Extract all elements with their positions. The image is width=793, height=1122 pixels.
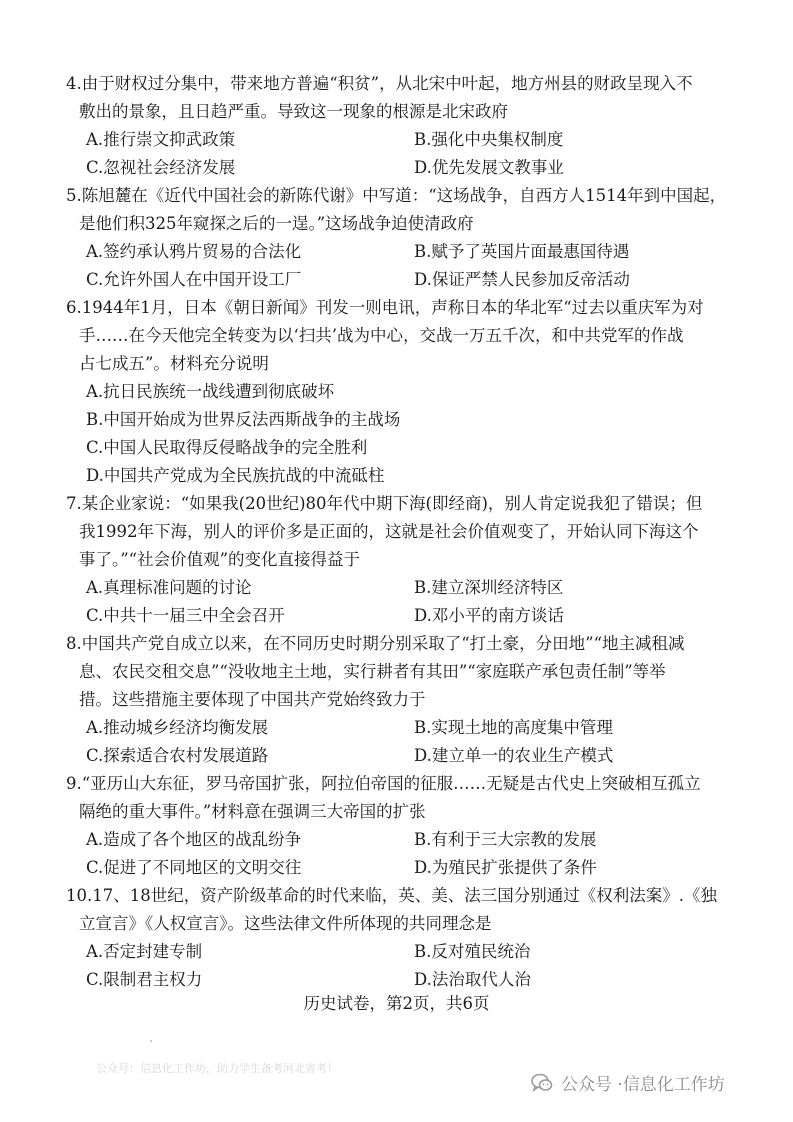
option-d: D.法治取代人治: [414, 970, 531, 989]
question-stem-line: 8.中国共产党自成立以来，在不同历史时期分别采取了“打土豪，分田地”“地主减租减: [66, 634, 685, 653]
option-d: D.中国共产党成为全民族抗战的中流砥柱: [86, 466, 385, 485]
question-stem-line: 9.“亚历山大东征，罗马帝国扩张，阿拉伯帝国的征服……无疑是古代史上突破相互孤立: [66, 774, 701, 793]
option-a: A.抗日民族统一战线遭到彻底破坏: [86, 382, 335, 401]
option-a: A.推动城乡经济均衡发展: [86, 718, 269, 737]
question-8: [66, 630, 738, 770]
question-stem-line: 措。这些措施主要体现了中国共产党始终致力于: [79, 690, 426, 709]
option-b: B.中国开始成为世界反法西斯战争的主战场: [86, 410, 401, 429]
watermark-text: 公众号：信息化工作坊，助力学生备考河北省考！: [96, 1062, 338, 1075]
brand-watermark: [531, 1070, 725, 1095]
question-stem-line: 息、农民交租交息”“没收地主土地，实行耕者有其田”“家庭联产承包责任制”等举: [79, 662, 666, 681]
question-stem-line: 立宣言》《人权宣言》。这些法律文件所体现的共同理念是: [79, 914, 492, 933]
page-footer: 历史试卷，第2页，共6页: [303, 994, 490, 1013]
option-b: B.实现土地的高度集中管理: [414, 718, 613, 737]
option-a: A.推行崇文抑武政策: [86, 130, 236, 149]
question-stem-line: 5.陈旭麓在《近代中国社会的新陈代谢》中写道：“这场战争，自西方人1514年到中国起，: [66, 186, 727, 205]
question-stem-line: 是他们积325年窥探之后的一逞。”这场战争迫使清政府: [79, 214, 474, 233]
scan-speck: [150, 1040, 152, 1042]
option-d: D.邓小平的南方谈话: [414, 606, 564, 625]
question-4: [66, 70, 738, 182]
question-6: [66, 294, 738, 490]
option-c: C.限制君主权力: [86, 970, 203, 989]
question-stem-line: 6.1944年1月，日本《朝日新闻》刊发一则电讯，声称日本的华北军“过去以重庆军为对: [66, 298, 704, 317]
option-c: C.中国人民取得反侵略战争的完全胜利: [86, 438, 368, 457]
question-stem-line: 敷出的景象，且日趋严重。导致这一现象的根源是北宋政府: [79, 102, 508, 121]
option-d: D.保证严禁人民参加反帝活动: [414, 270, 630, 289]
question-stem-line: 7.某企业家说：“如果我(20世纪)80年代中期下海(即经商)，别人肯定说我犯了错误；但: [66, 494, 703, 513]
option-a: A.造成了各个地区的战乱纷争: [86, 830, 302, 849]
question-9: [66, 770, 738, 882]
question-5: [66, 182, 738, 294]
wechat-icon: [531, 1073, 553, 1093]
option-d: D.优先发展文教事业: [414, 158, 564, 177]
option-b: B.反对殖民统治: [414, 942, 531, 961]
option-c: C.允许外国人在中国开设工厂: [86, 270, 302, 289]
option-d: D.建立单一的农业生产模式: [414, 746, 614, 765]
question-stem-line: 手……在今天他完全转变为以‘扫共’战为中心，交战一万五千次，和中共党军的作战: [79, 326, 684, 345]
question-10: [66, 882, 738, 994]
option-c: C.探索适合农村发展道路: [86, 746, 269, 765]
brand-name: 信息化工作坊: [622, 1075, 725, 1095]
brand-prefix: 公众号 ·: [561, 1075, 623, 1095]
option-b: B.赋予了英国片面最惠国待遇: [414, 242, 630, 261]
question-stem-line: 4.由于财权过分集中，带来地方普遍“积贫”，从北宋中叶起，地方州县的财政呈现入不: [66, 74, 693, 93]
option-b: B.有利于三大宗教的发展: [414, 830, 597, 849]
question-7: [66, 490, 738, 630]
question-stem-line: 我1992年下海，别人的评价多是正面的，这就是社会价值观变了，开始认同下海这个: [79, 522, 699, 541]
question-stem-line: 事了。”“社会价值观”的变化直接得益于: [79, 550, 361, 569]
option-b: B.建立深圳经济特区: [414, 578, 564, 597]
option-a: A.签约承认鸦片贸易的合法化: [86, 242, 302, 261]
option-c: C.忽视社会经济发展: [86, 158, 236, 177]
option-a: A.否定封建专制: [86, 942, 203, 961]
option-a: A.真理标准问题的讨论: [86, 578, 252, 597]
question-stem-line: 隔绝的重大事件。”材料意在强调三大帝国的扩张: [79, 802, 426, 821]
option-d: D.为殖民扩张提供了条件: [414, 858, 597, 877]
question-stem-line: 10.17、18世纪，资产阶级革命的时代来临，英、美、法三国分别通过《权利法案》.《独: [66, 886, 717, 905]
option-b: B.强化中央集权制度: [414, 130, 564, 149]
question-stem-line: 占七成五”。材料充分说明: [79, 354, 269, 373]
option-c: C.促进了不同地区的文明交往: [86, 858, 302, 877]
option-c: C.中共十一届三中全会召开: [86, 606, 285, 625]
